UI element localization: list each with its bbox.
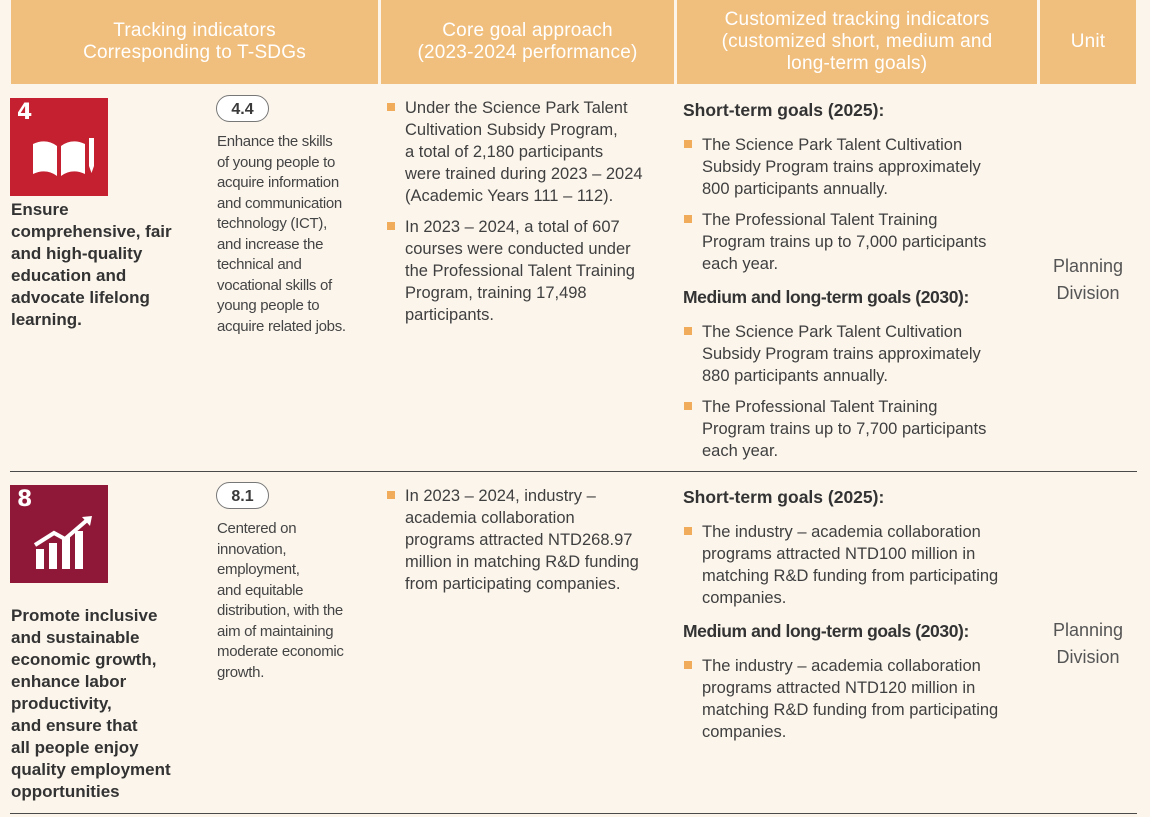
row-divider [10, 471, 1137, 472]
short-term-list [681, 134, 1041, 275]
line: courses were conducted under [405, 240, 631, 258]
line: Cultivation Subsidy Program, [405, 121, 618, 139]
unit-cell [1042, 617, 1134, 671]
target-line: acquire related jobs. [217, 317, 346, 335]
header-line: (2023-2024 performance) [417, 42, 638, 63]
short-term-item [681, 134, 1041, 200]
line: academia collaboration [405, 509, 575, 527]
line: from participating companies. [405, 575, 621, 593]
line: Program trains up to 7,000 participants [702, 233, 987, 251]
long-term-heading: Medium and long-term goals (2030): [683, 287, 969, 307]
header-line: Unit [1070, 31, 1106, 52]
target-line: innovation, [217, 540, 287, 558]
header-customized-tracking [677, 0, 1037, 84]
goal-line: and high-quality [11, 244, 143, 263]
performance-list [384, 485, 676, 595]
line: programs attracted NTD120 million in [702, 679, 976, 697]
line: million in matching R&D funding [405, 553, 639, 571]
line: matching R&D funding from participating [702, 701, 999, 719]
target-4-4-description [217, 132, 379, 337]
short-term-item [681, 521, 1041, 609]
line: In 2023 – 2024, industry – [405, 487, 596, 505]
goal-line: all people enjoy [11, 738, 139, 757]
sdg-4-tile [10, 98, 108, 196]
line: Subsidy Program trains approximately [702, 158, 981, 176]
target-line: acquire information [217, 174, 339, 191]
sdg-number: 8 [17, 487, 33, 512]
short-term-heading: Short-term goals (2025): [683, 100, 885, 120]
bullet-square-icon [387, 103, 395, 111]
line: Division [1056, 283, 1120, 303]
goal-line: and sustainable [11, 628, 140, 647]
header-line: Customized tracking indicators [724, 9, 990, 30]
target-line: vocational skills of [217, 276, 332, 294]
line: In 2023 – 2024, a total of 607 [405, 218, 620, 236]
line: the Professional Talent Training [405, 262, 635, 280]
line: companies. [702, 589, 787, 607]
line: Under the Science Park Talent [405, 99, 628, 117]
goal-line: enhance labor [11, 672, 127, 691]
goal-line: Promote inclusive [11, 606, 158, 625]
header-line: Tracking indicators [113, 20, 276, 41]
target-line: distribution, with the [217, 602, 343, 619]
header-core-goal-approach [381, 0, 674, 84]
bullet-square-icon [387, 491, 395, 499]
goal-line: education and [11, 266, 127, 285]
line: The Professional Talent Training [702, 398, 938, 416]
goal-line: and ensure that [11, 716, 138, 735]
goal-line: productivity, [11, 694, 112, 713]
line: The industry – academia collaboration [702, 657, 981, 675]
target-line: employment, [217, 561, 300, 578]
line: programs attracted NTD100 million in [702, 545, 976, 563]
short-term-heading: Short-term goals (2025): [683, 487, 885, 507]
header-line: Core goal approach [442, 20, 613, 41]
short-term-item [681, 209, 1041, 275]
long-term-list [681, 655, 1041, 743]
line: a total of 2,180 participants [405, 143, 604, 161]
bullet-square-icon [684, 527, 692, 535]
line: 800 participants annually. [702, 180, 888, 198]
line: The Science Park Talent Cultivation [702, 136, 963, 154]
short-term-list [681, 521, 1041, 609]
line: Program, training 17,498 [405, 284, 587, 302]
header-tracking-indicators [11, 0, 378, 84]
line: (Academic Years 111 – 112). [405, 187, 614, 205]
long-term-item [681, 655, 1041, 743]
target-line: and increase the [217, 235, 324, 253]
goal-8-description [11, 605, 171, 803]
performance-item [384, 97, 676, 207]
bullet-square-icon [684, 661, 692, 669]
target-line: Enhance the skills [217, 133, 333, 150]
goal-line: economic growth, [11, 650, 157, 669]
target-line: moderate economic [217, 643, 344, 660]
performance-list [384, 97, 676, 326]
line: each year. [702, 255, 779, 273]
growth-chart-icon [10, 485, 108, 583]
bullet-square-icon [684, 327, 692, 335]
sdg-number: 4 [17, 100, 33, 125]
line: The Professional Talent Training [702, 211, 938, 229]
target-line: and communication [217, 194, 342, 212]
performance-item [384, 216, 676, 326]
bullet-square-icon [387, 222, 395, 230]
goal-line: opportunities [11, 782, 120, 801]
goal-line: Ensure [11, 200, 69, 219]
line: were trained during 2023 – 2024 [405, 165, 643, 183]
long-term-item [681, 396, 1041, 462]
goal-line: learning. [11, 310, 82, 329]
line: Planning [1052, 620, 1124, 640]
line: 880 participants annually. [702, 367, 888, 385]
row-divider [10, 813, 1137, 814]
goal-line: comprehensive, fair [11, 222, 172, 241]
book-pencil-icon [10, 98, 108, 196]
line: matching R&D funding from participating [702, 567, 999, 585]
target-line: of young people to [217, 153, 336, 171]
target-badge-4-4: 4.4 [216, 95, 269, 122]
target-badge-8-1: 8.1 [216, 482, 269, 509]
sdg-8-tile [10, 485, 108, 583]
target-line: Centered on [217, 520, 297, 537]
target-8-1-description [217, 519, 379, 683]
line: The industry – academia collaboration [702, 523, 981, 541]
long-term-list [681, 321, 1041, 462]
goal-line: advocate lifelong [11, 288, 150, 307]
bullet-square-icon [684, 140, 692, 148]
goal-4-description [11, 199, 172, 331]
line: Division [1056, 647, 1120, 667]
header-unit [1040, 0, 1136, 84]
line: The Science Park Talent Cultivation [702, 323, 963, 341]
bullet-square-icon [684, 402, 692, 410]
bullet-square-icon [684, 215, 692, 223]
target-line: and equitable [217, 581, 304, 599]
target-line: technical and [217, 256, 302, 273]
line: Planning [1052, 256, 1124, 276]
header-line: Corresponding to T-SDGs [83, 42, 306, 63]
target-line: growth. [217, 663, 265, 681]
goal-line: quality employment [11, 760, 171, 779]
header-line: long-term goals) [786, 53, 928, 74]
target-line: young people to [217, 297, 320, 314]
long-term-item [681, 321, 1041, 387]
target-line: technology (ICT), [217, 215, 327, 232]
target-line: aim of maintaining [217, 622, 334, 640]
line: programs attracted NTD268.97 [405, 531, 633, 549]
line: participants. [405, 306, 494, 324]
line: Subsidy Program trains approximately [702, 345, 981, 363]
performance-item [384, 485, 676, 595]
line: each year. [702, 442, 779, 460]
line: companies. [702, 723, 787, 741]
unit-cell [1042, 253, 1134, 307]
line: Program trains up to 7,700 participants [702, 420, 987, 438]
header-line: (customized short, medium and [721, 31, 993, 52]
long-term-heading: Medium and long-term goals (2030): [683, 621, 969, 641]
